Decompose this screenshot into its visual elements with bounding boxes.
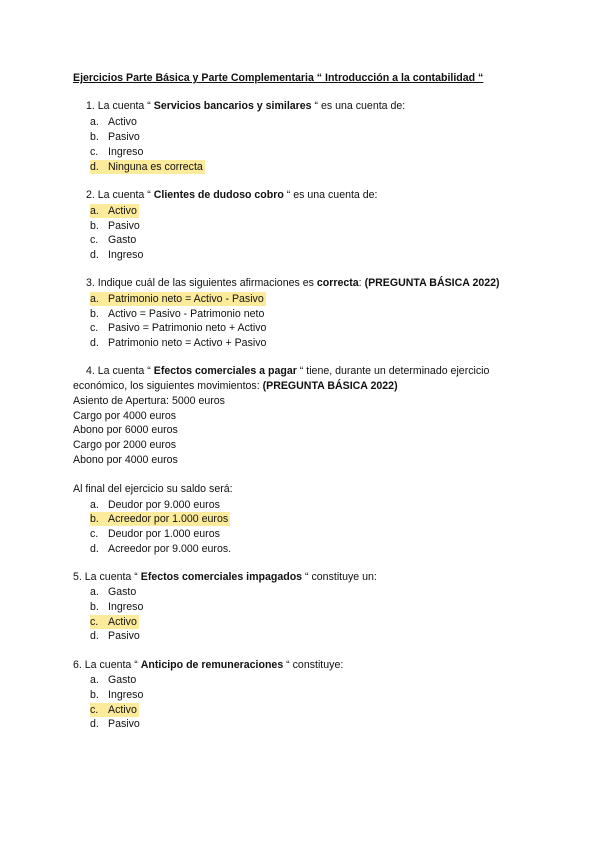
option-letter: c. [90,146,99,158]
option-item [90,115,137,129]
option-text: Ingreso [108,249,144,261]
question-text: económico, los siguientes movimientos: [73,380,263,392]
option-letter: b. [90,513,99,525]
question-text: La cuenta “ [94,189,154,201]
option-item [90,307,264,321]
question-text: “ constituye: [283,659,344,671]
movement-line: Cargo por 4000 euros [73,410,177,422]
option-text: Gasto [108,234,137,246]
question-2 [86,189,378,201]
question-text: “ es una cuenta de: [311,100,406,112]
closing-line: Al final del ejercicio su saldo será: [73,483,233,495]
question-1 [86,100,405,112]
option-item-highlighted [90,292,266,306]
exam-tag: (PREGUNTA BÁSICA 2022) [364,277,500,289]
option-text: Deudor por 9.000 euros [108,499,220,511]
option-letter: a. [90,205,99,217]
option-text: Pasivo [108,718,140,730]
question-number: 3. [86,277,95,289]
question-text: La cuenta “ [94,365,154,377]
option-text: Patrimonio neto = Activo + Pasivo [108,337,267,349]
option-item-highlighted [90,204,139,218]
option-letter: a. [90,293,99,305]
option-text: Gasto [108,586,137,598]
option-text: Acreedor por 9.000 euros. [108,543,232,555]
option-item [90,673,136,687]
question-4-line-2 [73,380,398,392]
option-letter: b. [90,131,99,143]
account-name: Efectos comerciales a pagar [153,365,297,377]
option-letter: d. [90,337,99,349]
option-text: Activo = Pasivo - Patrimonio neto [108,308,265,320]
account-name: Servicios bancarios y similares [153,100,312,112]
option-letter: d. [90,161,99,173]
option-item [90,219,140,233]
question-number: 5. [73,571,82,583]
option-item-highlighted [90,512,230,526]
option-item [90,542,231,556]
option-text: Activo [108,704,137,716]
option-text: Activo [108,616,137,628]
option-text: Activo [108,205,137,217]
document-title: Ejercicios Parte Básica y Parte Complementaria “ Introducción a la contabilidad “ [73,72,484,84]
question-text: “ constituye un: [302,571,377,583]
option-letter: d. [90,249,99,261]
option-text: Deudor por 1.000 euros [108,528,220,540]
option-item [90,498,220,512]
question-text: La cuenta “ [81,659,141,671]
option-letter: a. [90,499,99,511]
option-text: Pasivo [108,630,140,642]
option-item-highlighted [90,703,139,717]
option-item [90,145,143,159]
question-number: 2. [86,189,95,201]
option-item [90,688,143,702]
option-text: Acreedor por 1.000 euros [108,513,229,525]
movement-line: Abono por 4000 euros [73,454,178,466]
option-letter: b. [90,689,99,701]
option-item [90,600,143,614]
question-text: “ tiene, durante un determinado ejercicio [296,365,490,377]
question-text: La cuenta “ [94,100,154,112]
option-letter: d. [90,630,99,642]
exam-tag: (PREGUNTA BÁSICA 2022) [262,380,398,392]
question-text: La cuenta “ [81,571,141,583]
option-letter: b. [90,601,99,613]
question-number: 4. [86,365,95,377]
option-letter: d. [90,543,99,555]
option-text: Pasivo [108,131,140,143]
option-text: Ingreso [108,601,144,613]
question-text: : [358,277,365,289]
question-text: Indique cuál de las siguientes afirmaciones es [94,277,317,289]
account-name: Efectos comerciales impagados [140,571,303,583]
emphasis-word: correcta [316,277,359,289]
option-text: Pasivo = Patrimonio neto + Activo [108,322,267,334]
account-name: Anticipo de remuneraciones [140,659,284,671]
option-letter: c. [90,528,99,540]
option-text: Patrimonio neto = Activo - Pasivo [108,293,264,305]
option-letter: a. [90,586,99,598]
option-item [90,717,140,731]
option-text: Ingreso [108,146,144,158]
option-letter: a. [90,674,99,686]
option-letter: c. [90,704,99,716]
option-item [90,248,143,262]
option-item [90,321,266,335]
option-letter: a. [90,116,99,128]
option-text: Activo [108,116,137,128]
movement-line: Abono por 6000 euros [73,424,178,436]
option-item-highlighted [90,615,139,629]
question-text: “ es una cuenta de: [283,189,378,201]
option-item [90,233,136,247]
option-text: Gasto [108,674,137,686]
account-name: Clientes de dudoso cobro [153,189,284,201]
question-3 [86,277,500,289]
option-letter: d. [90,718,99,730]
option-text: Ninguna es correcta [108,161,203,173]
question-5 [73,571,377,583]
option-text: Ingreso [108,689,144,701]
option-item [90,130,140,144]
question-4 [86,365,489,377]
option-item [90,629,140,643]
option-item [90,336,266,350]
option-letter: c. [90,234,99,246]
question-number: 6. [73,659,82,671]
question-number: 1. [86,100,95,112]
movement-line: Asiento de Apertura: 5000 euros [73,395,225,407]
option-letter: b. [90,308,99,320]
option-letter: c. [90,322,99,334]
option-item [90,585,136,599]
option-item-highlighted [90,160,205,174]
option-item [90,527,220,541]
option-letter: b. [90,220,99,232]
option-text: Pasivo [108,220,140,232]
movement-line: Cargo por 2000 euros [73,439,177,451]
question-6 [73,659,343,671]
option-letter: c. [90,616,99,628]
